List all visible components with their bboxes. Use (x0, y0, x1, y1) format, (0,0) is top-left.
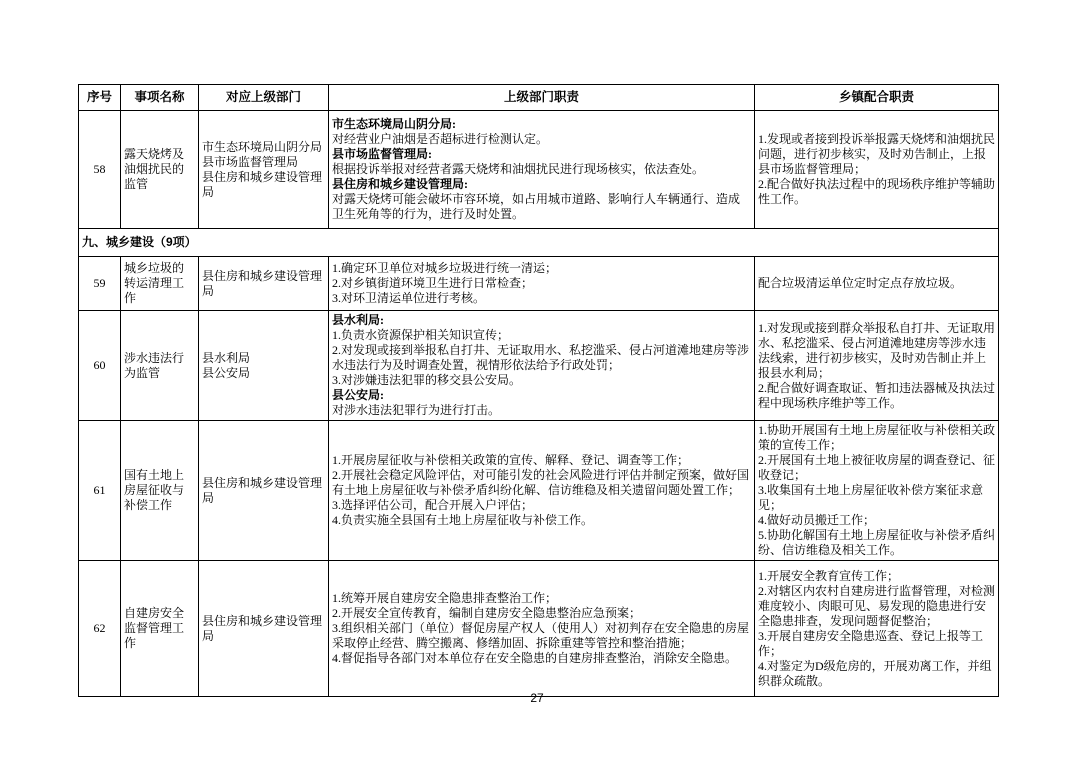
page-number: 27 (530, 691, 544, 705)
department-name: 县住房和城乡建设管理局 (202, 613, 323, 643)
duty-text: 对露天烧烤可能会破坏市容环境，如占用城市道路、影响行人车辆通行、造成卫生死角等的行为，进行及时处置。 (332, 192, 741, 221)
duty-text: 4.督促指导各部门对本单位存在安全隐患的自建房排查整治，消除安全隐患。 (332, 651, 738, 665)
item-name: 城乡垃圾的转运清理工作 (121, 257, 199, 311)
superior-duties (329, 111, 755, 229)
responsibility-table (78, 84, 999, 697)
duty-text: 3.开展自建房安全隐患巡查、登记上报等工作； (758, 628, 984, 658)
township-duties (755, 561, 999, 697)
section-title: 九、城乡建设（9项） (79, 229, 999, 257)
duty-text: 3.选择评估公司，配合开展入户评估； (332, 498, 534, 512)
row-number: 61 (79, 421, 121, 561)
township-duties (755, 421, 999, 561)
row-number: 60 (79, 311, 121, 421)
department-duty-header: 县市场监督管理局: (332, 147, 432, 161)
duty-text: 2.对发现或接到举报私自打井、无证取用水、私挖滥采、侵占河道滩地建房等涉水违法行为及时调查处置，视情形依法给予行政处罚； (332, 343, 750, 372)
duty-text: 3.收集国有土地上房屋征收补偿方案征求意见； (758, 483, 984, 512)
township-duties (755, 111, 999, 229)
superior-duties (329, 257, 755, 311)
township-duties (755, 257, 999, 311)
department-name: 县公安局 (202, 365, 251, 380)
duty-text: 1.协助开展国有土地上房屋征收与补偿相关政策的宣传工作； (758, 423, 996, 452)
duty-text: 3.组织相关部门（单位）督促房屋产权人（使用人）对初判存在安全隐患的房屋采取停止经营、腾空搬离、修缮加固、拆除重建等管控和整治措施； (332, 621, 750, 650)
column-header: 乡镇配合职责 (755, 85, 999, 111)
duty-text: 4.负责实施全县国有土地上房屋征收与补偿工作。 (332, 513, 594, 527)
department-name: 县住房和城乡建设管理局 (202, 475, 323, 505)
column-header: 事项名称 (121, 85, 199, 111)
superior-departments (199, 111, 329, 229)
item-name: 国有土地上房屋征收与补偿工作 (121, 421, 199, 561)
duty-text: 1.发现或者接到投诉举报露天烧烤和油烟扰民问题，进行初步核实，及时劝告制止，上报县市场监督管理局； (758, 132, 996, 176)
department-duty-header: 县水利局: (332, 313, 384, 327)
duty-text: 1.确定环卫单位对城乡垃圾进行统一清运； (332, 261, 558, 275)
department-name: 县住房和城乡建设管理局 (202, 268, 323, 298)
duty-text: 1.开展房屋征收与补偿相关政策的宣传、解释、登记、调查等工作； (332, 453, 690, 467)
row-number: 59 (79, 257, 121, 311)
duty-text: 对涉水违法犯罪行为进行打击。 (332, 403, 501, 417)
duty-text: 3.对涉嫌违法犯罪的移交县公安局。 (332, 373, 522, 387)
table-row (79, 311, 999, 421)
department-duty-header: 县住房和城乡建设管理局: (332, 177, 468, 191)
duty-text: 4.对鉴定为D级危房的，开展劝离工作，并组织群众疏散。 (758, 658, 992, 688)
item-name: 涉水违法行为监管 (121, 311, 199, 421)
department-duty-header: 县公安局: (332, 388, 384, 402)
table-row (79, 111, 999, 229)
item-name: 露天烧烤及油烟扰民的监管 (121, 111, 199, 229)
item-name: 自建房安全监督管理工作 (121, 561, 199, 697)
duty-text: 2.开展社会稳定风险评估，对可能引发的社会风险进行评估并制定预案，做好国有土地上房屋征收与补偿矛盾纠纷化解、信访维稳及相关遗留问题处置工作； (332, 468, 750, 497)
duty-text: 2.对辖区内农村自建房进行监督管理，对检测难度较小、肉眼可见、易发现的隐患进行安全隐患排查，发现问题督促整治； (758, 583, 996, 628)
superior-departments (199, 257, 329, 311)
superior-departments (199, 561, 329, 697)
table-row (79, 561, 999, 697)
duty-text: 2.对乡镇街道环境卫生进行日常检查； (332, 276, 534, 290)
table-row (79, 257, 999, 311)
duty-text: 2.配合做好执法过程中的现场秩序维护等辅助性工作。 (758, 177, 996, 206)
duty-text: 5.协助化解国有土地上房屋征收与补偿矛盾纠纷、信访维稳及相关工作。 (758, 528, 996, 557)
superior-duties (329, 421, 755, 561)
column-header: 序号 (79, 85, 121, 111)
duty-text: 配合垃圾清运单位定时定点存放垃圾。 (758, 276, 963, 290)
duty-text: 1.开展安全教育宣传工作； (758, 568, 900, 583)
table-body (79, 111, 999, 697)
duty-text: 2.开展安全宣传教育，编制自建房安全隐患整治应急预案； (332, 606, 642, 620)
superior-duties (329, 311, 755, 421)
column-header: 对应上级部门 (199, 85, 329, 111)
duty-text: 1.统筹开展自建房安全隐患排查整治工作； (332, 591, 558, 605)
row-number: 62 (79, 561, 121, 697)
superior-duties (329, 561, 755, 697)
duty-text: 对经营业户油烟是否超标进行检测认定。 (332, 132, 549, 146)
duty-text: 1.对发现或接到群众举报私自打井、无证取用水、私挖滥采、侵占河道滩地建房等涉水违法线索，进行初步核实，及时劝告制止并上报县水利局； (758, 320, 996, 380)
superior-departments (199, 421, 329, 561)
duty-text: 根据投诉举报对经营者露天烧烤和油烟扰民进行现场核实，依法查处。 (332, 162, 705, 176)
department-name: 县住房和城乡建设管理局 (202, 169, 323, 199)
department-name: 县水利局 (202, 350, 251, 365)
duty-text: 2.开展国有土地上被征收房屋的调查登记、征收登记； (758, 453, 996, 482)
column-header: 上级部门职责 (329, 85, 755, 111)
row-number: 58 (79, 111, 121, 229)
section-row (79, 229, 999, 257)
department-name: 县市场监督管理局 (202, 154, 299, 169)
table-header-row (79, 85, 999, 111)
duty-text: 4.做好动员搬迁工作； (758, 513, 876, 527)
superior-departments (199, 311, 329, 421)
department-duty-header: 市生态环境局山阴分局: (332, 117, 456, 131)
table-row (79, 421, 999, 561)
township-duties (755, 311, 999, 421)
duty-text: 2.配合做好调查取证、暂扣违法器械及执法过程中现场秩序维护等工作。 (758, 380, 996, 410)
duty-text: 1.负责水资源保护相关知识宣传； (332, 328, 510, 342)
department-name: 市生态环境局山阴分局 (202, 139, 323, 154)
duty-text: 3.对环卫清运单位进行考核。 (332, 291, 486, 305)
